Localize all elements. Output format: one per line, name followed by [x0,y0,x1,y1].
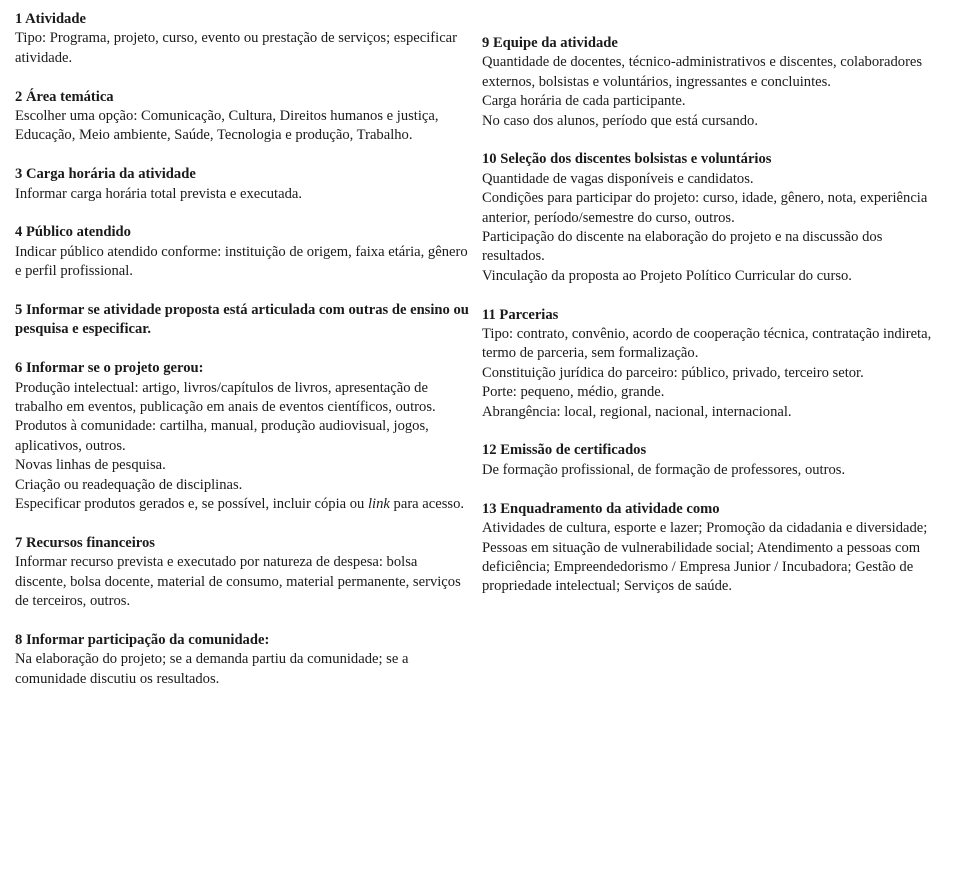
section-text: Constituição jurídica do parceiro: público, privado, terceiro setor. [482,364,864,381]
section-3-carga-horaria [15,165,470,204]
section-text-part: para acesso. [389,496,465,513]
section-title: 6 Informar se o projeto gerou: [15,360,204,377]
section-title: 5 Informar se atividade proposta está articulada com outras de ensino ou pesquisa e especificar. [15,302,469,338]
section-text: Abrangência: local, regional, nacional, internacional. [482,403,792,420]
section-text: Produção intelectual: artigo, livros/capítulos de livros, apresentação de trabalho em eventos, publicação em anais de eventos científicos, outros. [15,379,436,416]
section-text: Tipo: contrato, convênio, acordo de cooperação técnica, contratação indireta, termo de parceria, sem formalização. [482,326,932,362]
section-5-articulacao [15,301,470,340]
section-title: 2 Área temática [15,88,114,105]
section-text: Participação do discente na elaboração do projeto e na discussão dos resultados. [482,229,883,265]
section-11-parcerias [482,306,944,422]
section-text: Novas linhas de pesquisa. [15,457,166,474]
section-4-publico-atendido [15,223,470,281]
section-title: 11 Parcerias [482,306,559,323]
section-text: Atividades de cultura, esporte e lazer; Promoção da cidadania e diversidade; Pessoas em situação de vulnerabilidade social; Atendimento a pessoas com deficiência; Empreendedorismo / Empresa Junior / Incubadora; Gestão de propriedade intelectual; Serviços de saúde. [482,520,928,595]
section-7-recursos-financeiros [15,534,470,612]
section-text: Vinculação da proposta ao Projeto Político Curricular do curso. [482,267,852,284]
section-text: Porte: pequeno, médio, grande. [482,384,665,401]
section-2-area-tematica [15,88,470,146]
section-title: 4 Público atendido [15,224,131,241]
section-9-equipe [482,34,944,131]
section-text: Quantidade de vagas disponíveis e candidatos. [482,170,754,187]
section-text: Tipo: Programa, projeto, curso, evento ou prestação de serviços; especificar atividade. [15,30,458,66]
section-title: 9 Equipe da atividade [482,35,618,51]
section-text: Na elaboração do projeto; se a demanda partiu da comunidade; se a comunidade discutiu os resultados. [15,651,409,687]
section-title: 10 Seleção dos discentes bolsistas e voluntários [482,151,772,168]
section-6-projeto-gerou [15,359,470,514]
section-title: 1 Atividade [15,11,86,27]
right-column [482,34,944,616]
section-13-enquadramento [482,500,944,597]
section-text-with-link [15,495,470,514]
section-text: Informar carga horária total prevista e executada. [15,185,302,202]
section-text-part: Especificar produtos gerados e, se possível, incluir cópia ou [15,496,368,513]
section-text: Condições para participar do projeto: curso, idade, gênero, nota, experiência anterior, período/semestre do curso, outros. [482,190,928,226]
section-title: 13 Enquadramento da atividade como [482,500,720,517]
section-text: Criação ou readequação de disciplinas. [15,476,243,493]
section-text: No caso dos alunos, período que está cursando. [482,112,758,129]
section-title: 7 Recursos financeiros [15,534,155,551]
section-title: 3 Carga horária da atividade [15,166,196,183]
link-word: link [368,496,390,513]
section-title: 8 Informar participação da comunidade: [15,631,270,648]
left-column [15,10,470,709]
section-text: Produtos à comunidade: cartilha, manual, produção audiovisual, jogos, aplicativos, outros. [15,418,429,454]
section-text: De formação profissional, de formação de professores, outros. [482,461,846,478]
section-10-selecao-discentes [482,150,944,286]
section-text: Informar recurso prevista e executado por natureza de despesa: bolsa discente, bolsa docente, material de consumo, material permanente, serviços de terceiros, outros. [15,554,461,610]
section-text: Escolher uma opção: Comunicação, Cultura, Direitos humanos e justiça, Educação, Meio ambiente, Saúde, Tecnologia e produção, Trabalho. [15,108,439,144]
section-text: Indicar público atendido conforme: instituição de origem, faixa etária, gênero e perfil profissional. [15,243,468,280]
section-1-atividade [15,10,470,68]
section-text: Quantidade de docentes, técnico-administrativos e discentes, colaboradores externos, bolsistas e voluntários, ingressantes e concluintes. [482,54,923,90]
section-12-certificados [482,441,944,480]
section-8-participacao-comunidade [15,631,470,689]
section-title: 12 Emissão de certificados [482,442,647,459]
section-text: Carga horária de cada participante. [482,93,686,110]
